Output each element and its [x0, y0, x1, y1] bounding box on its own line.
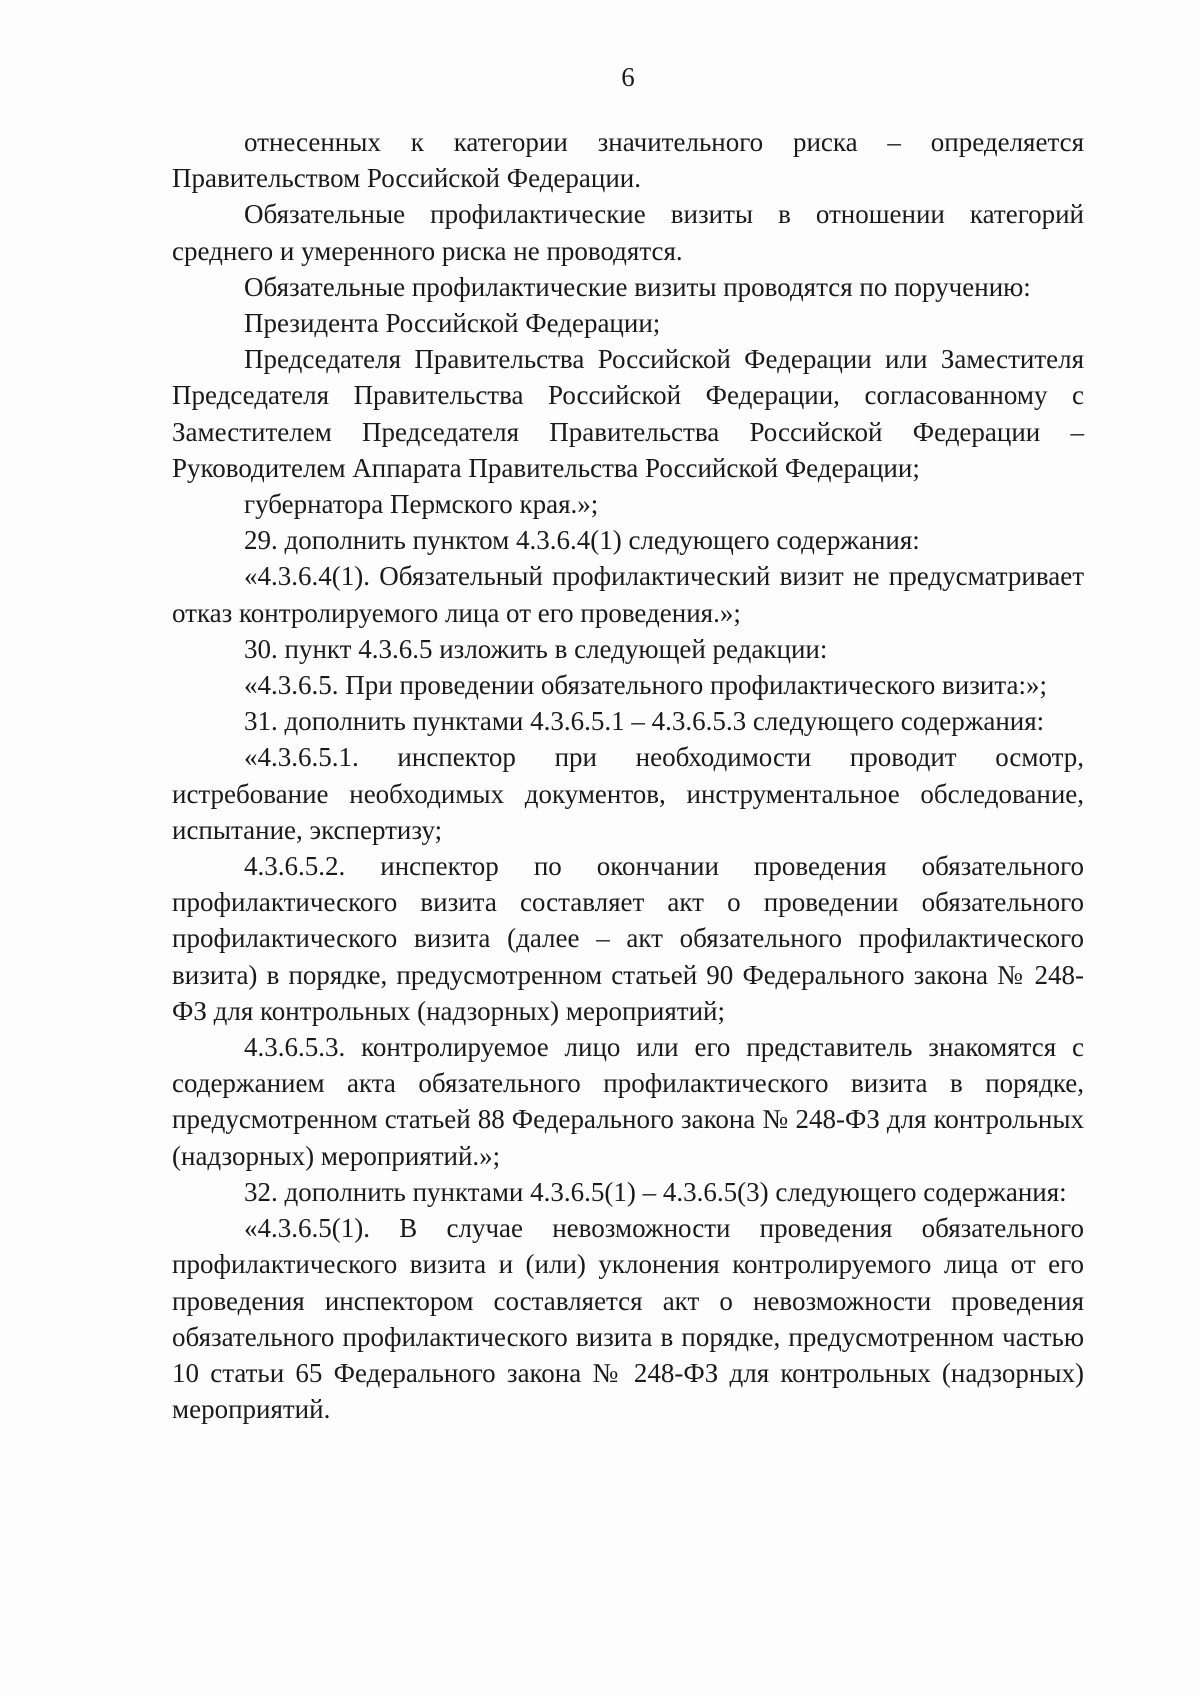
paragraph: Президента Российской Федерации;	[244, 308, 661, 339]
paragraph: 4.3.6.5.3. контролируемое лицо или его представитель знакомятся с содержанием акта обязательного профилактического визита в порядке, предусмотренном статьей 88 Федерального закона № 248-ФЗ для контрольных (надзорных) мероприятий.»;	[172, 1032, 1084, 1171]
document-body	[172, 124, 1084, 1427]
paragraph: 4.3.6.5.2. инспектор по окончании проведения обязательного профилактического визита составляет акт о проведении обязательного профилактического визита (далее – акт обязательного профилактического визита) в порядке, предусмотренном статьей 90 Федерального закона № 248-ФЗ для контрольных (надзорных) мероприятий;	[172, 851, 1084, 1026]
paragraph: Обязательные профилактические визиты проводятся по поручению:	[244, 271, 1031, 302]
paragraph: «4.3.6.5.1. инспектор при необходимости проводит осмотр, истребование необходимых документов, инструментальное обследование, испытание, экспертизу;	[172, 742, 1084, 845]
paragraph: 30. пункт 4.3.6.5 изложить в следующей редакции:	[244, 633, 828, 664]
paragraph: Председателя Правительства Российской Федерации или Заместителя Председателя Правительства Российской Федерации, согласованному с Заместителем Председателя Правительства Российской Федерации – Руководителем Аппарата Правительства Российской Федерации;	[172, 344, 1084, 483]
paragraph: отнесенных к категории значительного риска – определяется Правительством Российской Федерации.	[172, 127, 1084, 194]
paragraph: 31. дополнить пунктами 4.3.6.5.1 – 4.3.6.5.3 следующего содержания:	[244, 706, 1045, 737]
paragraph: «4.3.6.5. При проведении обязательного профилактического визита:»;	[244, 670, 1047, 701]
page-number: 6	[621, 62, 635, 92]
paragraph: 32. дополнить пунктами 4.3.6.5(1) – 4.3.6.5(3) следующего содержания:	[244, 1176, 1067, 1207]
paragraph: 29. дополнить пунктом 4.3.6.4(1) следующего содержания:	[244, 525, 920, 556]
paragraph: Обязательные профилактические визиты в отношении категорий среднего и умеренного риска не проводятся.	[172, 199, 1084, 266]
paragraph: губернатора Пермского края.»;	[244, 489, 599, 520]
paragraph: «4.3.6.4(1). Обязательный профилактический визит не предусматривает отказ контролируемого лица от его проведения.»;	[172, 561, 1084, 628]
paragraph: «4.3.6.5(1). В случае невозможности проведения обязательного профилактического визита и (или) уклонения контролируемого лица от его проведения инспектором составляется акт о невозможности проведения обязательного профилактического визита в порядке, предусмотренном частью 10 статьи 65 Федерального закона № 248-ФЗ для контрольных (надзорных) мероприятий.	[172, 1213, 1084, 1425]
